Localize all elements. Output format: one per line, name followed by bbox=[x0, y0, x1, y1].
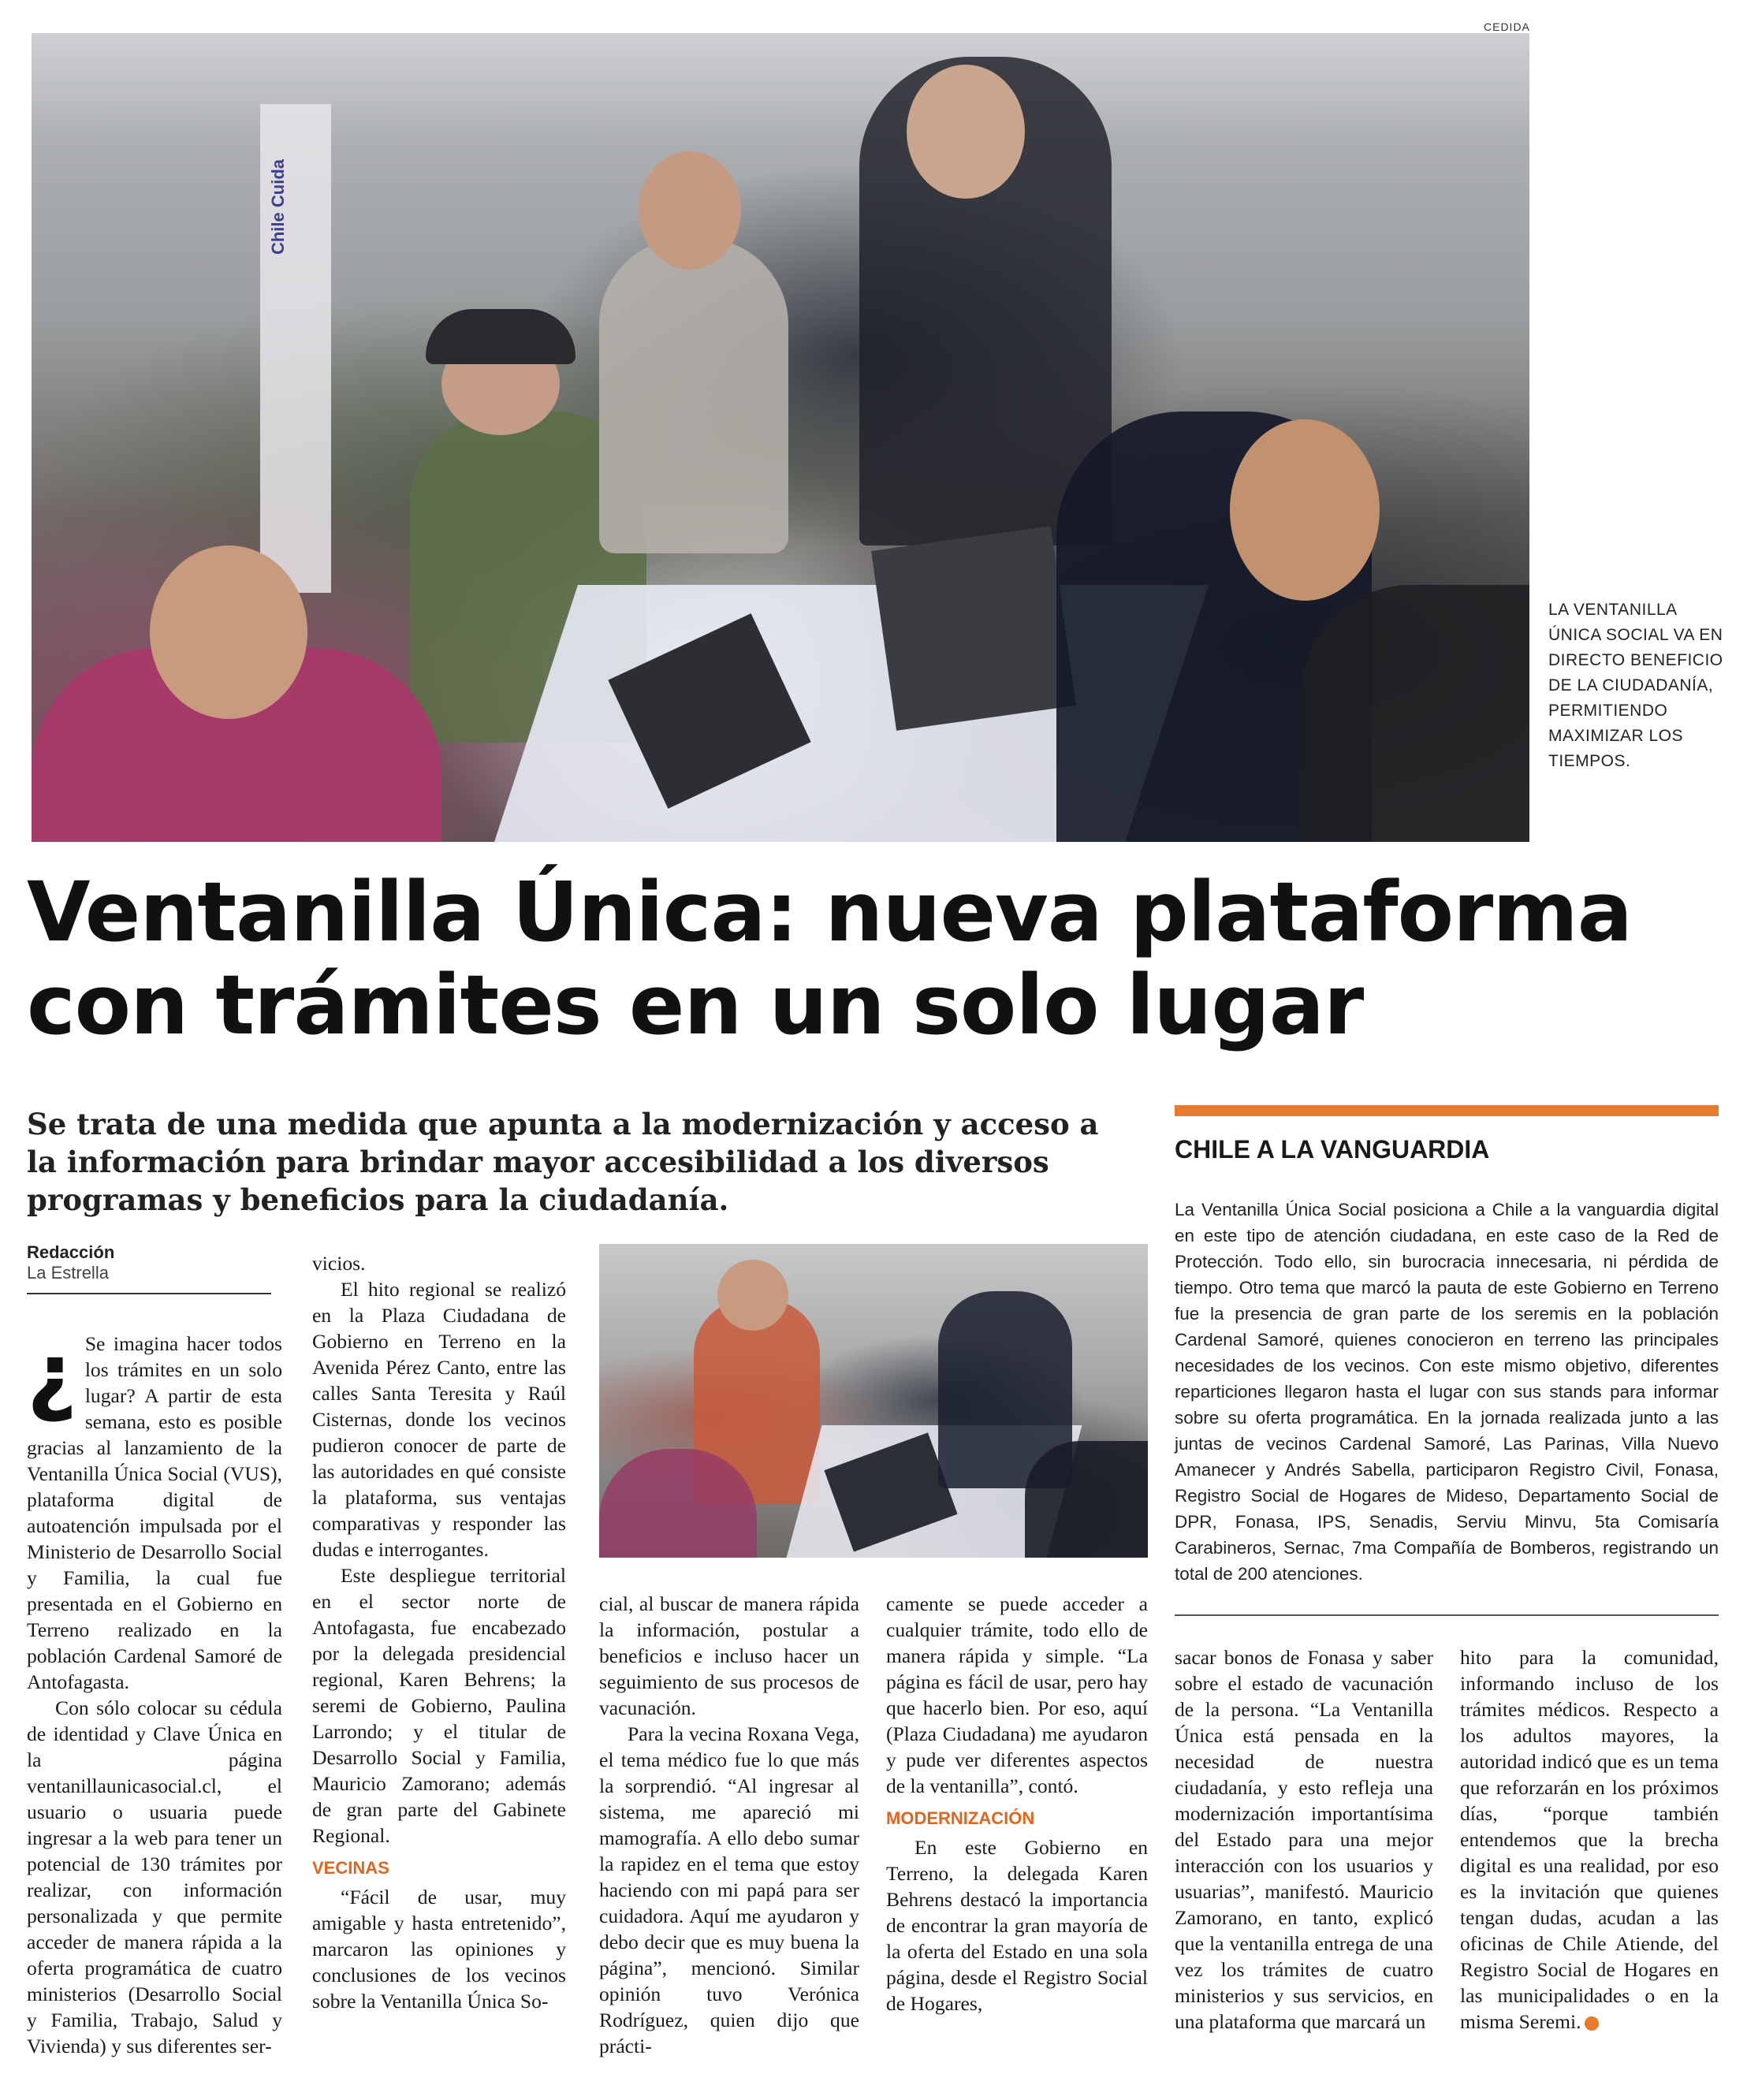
column-6 bbox=[1460, 1644, 1719, 2035]
sidebar-rule bbox=[1175, 1614, 1719, 1616]
col2-paragraph-3: Este despliegue territorial en el sector norte de Antofagasta, fue encabezado por la delegada presidencial regional, Karen Behrens; la seremi de Gobierno, Paulina Larrondo; y el titular de Desarrollo Social y Familia, Mauricio Zamorano; además de gran parte del Gabinete Regional. bbox=[312, 1564, 566, 1847]
banner-text: Chile Cuida bbox=[268, 159, 288, 255]
subhead-modernizacion: MODERNIZACIÓN bbox=[886, 1808, 1035, 1828]
column-1 bbox=[27, 1324, 282, 2059]
deck: Se trata de una medida que apunta a la modernización y acceso a la información para brindar mayor accesibilidad a los diversos programas y beneficios para la ciudadanía. bbox=[27, 1107, 1099, 1217]
byline-outlet: La Estrella bbox=[27, 1263, 109, 1283]
col4-paragraph-2: En este Gobierno en Terreno, la delegada Karen Behrens destacó la importancia de encontrar la gran mayoría de la oferta del Estado en una sola página, desde el Registro Social de Hogares, bbox=[886, 1836, 1148, 2015]
col3-paragraph-2: Para la vecina Roxana Vega, el tema médico fue lo que más la sorprendió. “Al ingresar al sistema, me apareció mi mamografía. A ello debo sumar la rapidez en el tema que estoy haciendo con mi papá para ser cuidadora. Aquí me ayudaron y debo decir que es muy buena la página”, mencionó. Similar opinión tuvo Verónica Rodríguez, quien dijo que prácti- bbox=[599, 1722, 859, 2057]
col2-paragraph-2: El hito regional se realizó en la Plaza Ciudadana de Gobierno en Terreno en la Avenida Pérez Canto, entre las calles Santa Teresita y Raúl Cisternas, donde los vecinos pudieron conocer de parte de las autoridades en qué consiste la plataforma, sus ventajas comparativas y responder las dudas e interrogantes. bbox=[312, 1278, 566, 1561]
col5-paragraph-1: sacar bonos de Fonasa y saber sobre el estado de vacunación de la persona. “La Ventanilla Única está pensada en la necesidad de nuestra ciudadanía, y esto refleja una modernización importantísima del Estado para una mejor interacción con los usuarios y usuarias”, manifestó. Mauricio Zamorano, en tanto, explicó que la ventanilla entrega de una vez los trámites de cuatro ministerios y sus servicios, en una plataforma que marcará un bbox=[1175, 1646, 1433, 2033]
col6-paragraph-1: hito para la comunidad, informando incluso de los trámites médicos. Respecto a los adultos mayores, la autoridad indicó que es un tema que reforzarán en los próximos días, “porque también entendemos que la brecha digital es una realidad, por eso es la invitación que quienes tengan dudas, acudan a las oficinas de Chile Atiende, del Registro Social de Hogares en las municipalidades o en la misma Seremi. bbox=[1460, 1646, 1719, 2033]
col3-paragraph-1: cial, al buscar de manera rápida la información, postular a beneficios e incluso hacer un seguimiento de sus procesos de vacunación. bbox=[599, 1592, 859, 1719]
headline: Ventanilla Única: nueva plataforma con trámites en un solo lugar bbox=[27, 864, 1632, 1053]
drop-cap: ¿ bbox=[27, 1324, 77, 1425]
column-4 bbox=[886, 1591, 1148, 2016]
byline-author: Redacción bbox=[27, 1242, 115, 1262]
secondary-photo bbox=[599, 1244, 1148, 1558]
photo-caption: LA VENTANILLA ÚNICA SOCIAL VA EN DIRECTO BENEFICIO DE LA CIUDADANÍA, PERMITIENDO MAXIMIZAR LOS TIEMPOS. bbox=[1548, 601, 1723, 770]
photo-credit: CEDIDA bbox=[1484, 20, 1530, 33]
column-3 bbox=[599, 1591, 859, 2059]
column-2 bbox=[312, 1250, 566, 2014]
sidebar-accent-bar bbox=[1175, 1105, 1719, 1116]
col2-paragraph-1: vicios. bbox=[312, 1252, 366, 1275]
sidebar-text: La Ventanilla Única Social posiciona a Chile a la vanguardia digital en este tipo de atención ciudadana, en este caso de la Red de Protección. Todo ello, sin burocracia innecesaria, ni pérdida de tiempo. Otro tema que marcó la pauta de este Gobierno en Terreno fue la presencia de gran parte de los seremis en la población Cardenal Samoré, quienes conocieron en terreno las principales necesidades de los vecinos. Con este mismo objetivo, diferentes reparticiones llegaron hasta el lugar con sus stands para informar sobre su oferta programática. En la jornada realizada junto a las juntas de vecinos Cardenal Samoré, Las Parinas, Villa Nuevo Amanecer y Andrés Sabella, participaron Registro Civil, Fonasa, Registro Social de Hogares de Mideso, Departamento Social de DPR, Fonasa, IPS, Senadis, Serviu Minvu, 5ta Comisaría Carabineros, Sernac, 7ma Compañía de Bomberos, registrando un total de 200 atenciones. bbox=[1175, 1200, 1719, 1584]
subhead-vecinas: VECINAS bbox=[312, 1858, 389, 1878]
sidebar-title: CHILE A LA VANGUARDIA bbox=[1175, 1135, 1490, 1164]
end-mark-icon bbox=[1585, 2016, 1599, 2031]
main-photo bbox=[32, 33, 1529, 842]
column-5 bbox=[1175, 1644, 1433, 2035]
col2-paragraph-4: “Fácil de usar, muy amigable y hasta entretenido”, marcaron las opiniones y conclusiones de los vecinos sobre la Ventanilla Única So- bbox=[312, 1886, 566, 2013]
byline-rule bbox=[27, 1293, 271, 1294]
col4-paragraph-1: camente se puede acceder a cualquier trámite, todo ello de manera rápida y simple. “La página es fácil de usar, pero hay que hacerlo bien. Por eso, aquí (Plaza Ciudadana) me ayudaron y pude ver diferentes aspectos de la ventanilla”, contó. bbox=[886, 1592, 1148, 1797]
col1-paragraph-2: Con sólo colocar su cédula de identidad y Clave Única en la página ventanillaunicasocial.cl, el usuario o usuaria puede ingresar a la web para tener un potencial de 130 trámites por realizar, con información personalizada y que permite acceder de manera rápida a la oferta programática de cuatro ministerios (Desarrollo Social y Familia, Trabajo, Salud y Vivienda) y sus diferentes ser- bbox=[27, 1696, 282, 2057]
col1-paragraph-1: Se imagina hacer todos los trámites en un solo lugar? A partir de esta semana, esto es posible gracias al lanzamiento de la Ventanilla Única Social (VUS), plataforma digital de autoatención impulsada por el Ministerio de Desarrollo Social y Familia, la cual fue presentada en el Gobierno en Terreno realizado en la población Cardenal Samoré de Antofagasta. bbox=[27, 1332, 282, 1693]
